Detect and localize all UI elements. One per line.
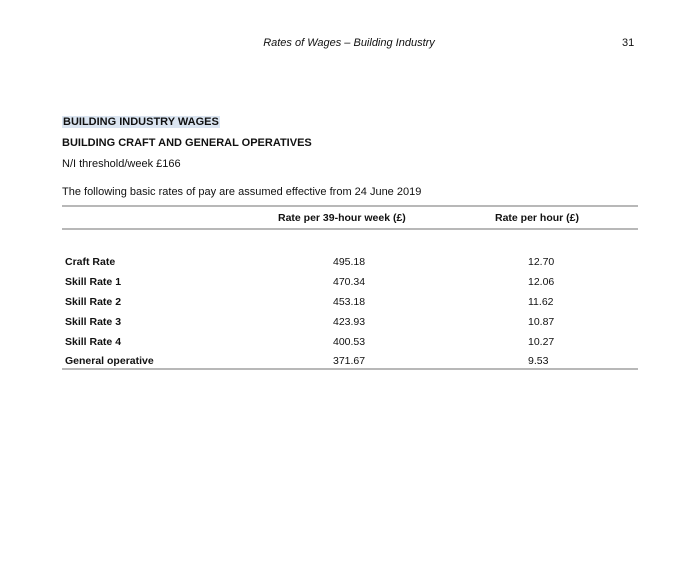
row-hour-rate: 9.53 <box>528 355 549 367</box>
table-row <box>62 316 638 332</box>
row-hour-rate: 11.62 <box>528 296 554 308</box>
column-header-week: Rate per 39-hour week (£) <box>278 212 406 224</box>
row-hour-rate: 10.27 <box>528 336 555 348</box>
table-header-rule <box>62 228 638 230</box>
column-header-hour: Rate per hour (£) <box>495 212 580 224</box>
row-label: Craft Rate <box>65 256 116 268</box>
row-week-rate: 470.34 <box>333 276 366 288</box>
row-label: Skill Rate 4 <box>65 336 122 348</box>
running-header-title: Rates of Wages – Building Industry <box>263 37 435 49</box>
table-row <box>62 296 638 312</box>
table-row <box>62 276 638 292</box>
row-hour-rate: 10.87 <box>528 316 555 328</box>
row-label: Skill Rate 3 <box>65 316 122 328</box>
table-row <box>62 336 638 352</box>
row-hour-rate: 12.06 <box>528 276 555 288</box>
page-number: 31 <box>622 37 635 49</box>
row-week-rate: 453.18 <box>333 296 366 308</box>
section-subheading: BUILDING CRAFT AND GENERAL OPERATIVES <box>62 137 312 149</box>
row-label: General operative <box>65 355 154 367</box>
intro-text: The following basic rates of pay are assumed effective from 24 June 2019 <box>62 186 422 198</box>
ni-threshold-text: N/I threshold/week £166 <box>62 158 181 170</box>
table-bottom-rule <box>62 368 638 370</box>
row-week-rate: 495.18 <box>333 256 366 268</box>
table-row <box>62 256 638 272</box>
row-label: Skill Rate 2 <box>65 296 122 308</box>
row-hour-rate: 12.70 <box>528 256 555 268</box>
row-week-rate: 371.67 <box>333 355 366 367</box>
table-top-rule <box>62 205 638 207</box>
section-heading: BUILDING INDUSTRY WAGES <box>63 116 219 128</box>
row-week-rate: 400.53 <box>333 336 366 348</box>
row-week-rate: 423.93 <box>333 316 366 328</box>
row-label: Skill Rate 1 <box>65 276 122 288</box>
